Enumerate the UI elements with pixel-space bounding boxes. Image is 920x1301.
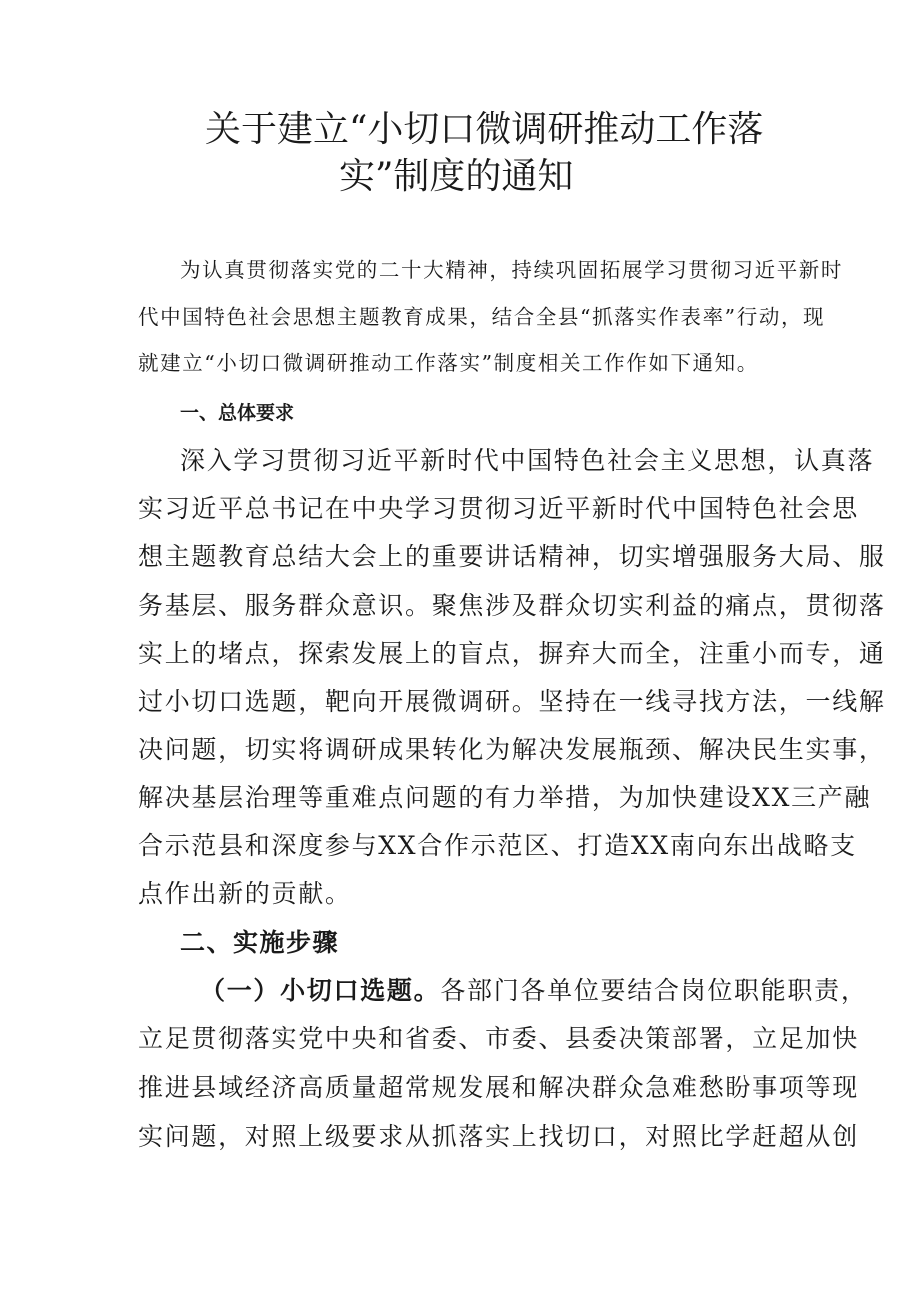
intro-line: 为认真贯彻落实党的二十大精神，持续巩固拓展学习贯彻习近平新时	[180, 258, 843, 282]
section-1-line: 合示范县和深度参与XX合作示范区、打造XX南向东出战略支	[138, 831, 857, 860]
section-1-line: 深入学习贯彻习近平新时代中国特色社会主义思想，认真落	[180, 446, 875, 475]
subsection-1-label: （一）小切口选题。	[200, 976, 441, 1005]
section-1-line: 过小切口选题，靶向开展微调研。坚持在一线寻找方法，一线解	[138, 687, 886, 716]
subsection-1-line: 推进县域经济高质量超常规发展和解决群众急难愁盼事项等现	[138, 1073, 859, 1102]
section-1-line: 实上的堵点，探索发展上的盲点，摒弃大而全，注重小而专，通	[138, 639, 886, 668]
section-1-line: 决问题，切实将调研成果转化为解决发展瓶颈、解决民生实事，	[138, 735, 886, 764]
intro-line: 代中国特色社会思想主题教育成果，结合全县“抓落实作表率”行动，现	[138, 305, 826, 329]
subsection-1-first-text: 各部门各单位要结合岗位职能职责，	[440, 976, 868, 1005]
subsection-1-line: 立足贯彻落实党中央和省委、市委、县委决策部署，立足加快	[138, 1024, 859, 1053]
document-title-line-1: 关于建立“小切口微调研推动工作落	[205, 109, 764, 150]
section-1-heading: 一、总体要求	[180, 402, 295, 424]
intro-line: 就建立“小切口微调研推动工作落实”制度相关工作作如下通知。	[138, 351, 759, 375]
section-1-line: 解决基层治理等重难点问题的有力举措，为加快建设XX三产融	[138, 783, 872, 812]
subsection-1-line: 实问题，对照上级要求从抓落实上找切口，对照比学赶超从创	[138, 1122, 859, 1151]
section-1-line: 想主题教育总结大会上的重要讲话精神，切实增强服务大局、服	[138, 542, 886, 571]
section-1-line: 务基层、服务群众意识。聚焦涉及群众切实利益的痛点，贯彻落	[138, 591, 886, 620]
section-2-heading: 二、实施步骤	[180, 928, 340, 957]
section-1-line: 点作出新的贡献。	[138, 879, 352, 908]
section-1-line: 实习近平总书记在中央学习贯彻习近平新时代中国特色社会思	[138, 494, 859, 523]
document-title-line-2: 实”制度的通知	[339, 156, 574, 197]
subsection-1-first-line	[200, 974, 868, 1008]
